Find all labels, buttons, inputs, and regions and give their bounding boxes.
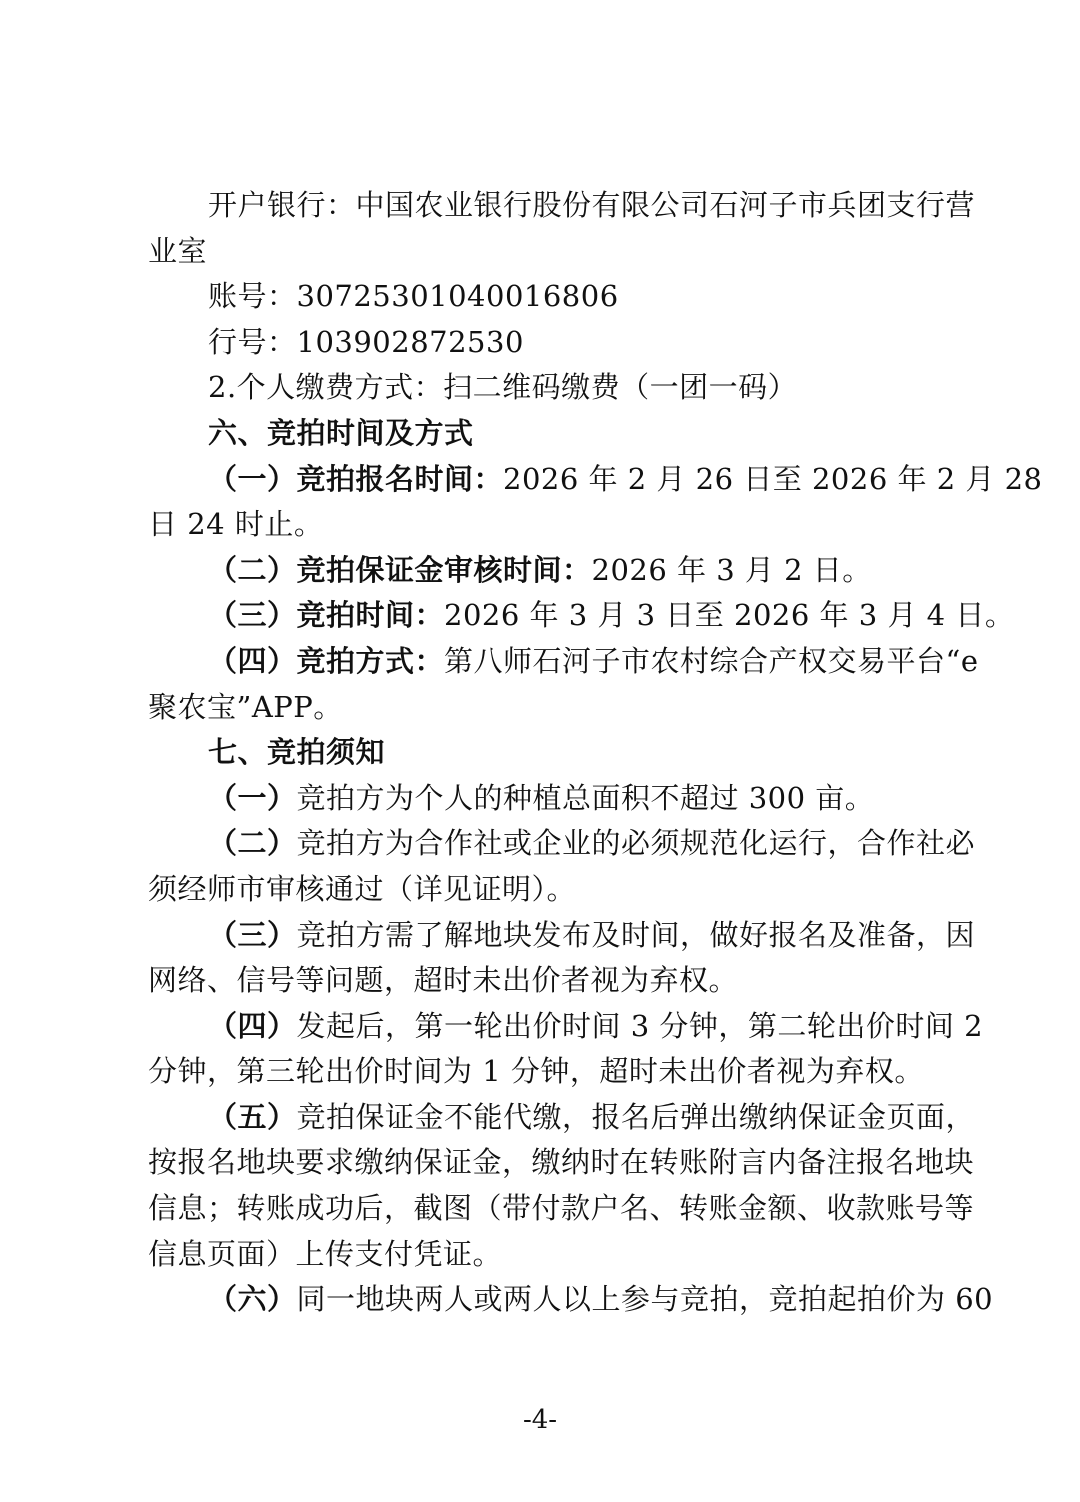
item-text: 第八师石河子市农村综合产权交易平台“e <box>444 643 979 678</box>
item-label: （四） <box>208 1008 297 1043</box>
item-text: 2026 年 3 月 3 日至 2026 年 3 月 4 日。 <box>444 598 1015 633</box>
item-text: 同一地块两人或两人以上参与竞拍，竞拍起拍价为 60 <box>296 1282 994 1317</box>
item-label: （一）竞拍报名时间： <box>208 461 504 496</box>
section-heading-7: 七、竞拍须知 <box>208 735 386 770</box>
bank-name-line-cont: 业室 <box>148 233 208 268</box>
item-text: 竞拍保证金不能代缴，报名后弹出缴纳保证金页面， <box>296 1099 976 1134</box>
item-text: 2026 年 2 月 26 日至 2026 年 2 月 28 <box>503 461 1043 496</box>
item-label: （五） <box>208 1099 297 1134</box>
section7-item5-cont: 信息；转账成功后，截图（带付款户名、转账金额、收款账号等 <box>148 1191 975 1226</box>
section7-item2-cont: 须经师市审核通过（详见证明）。 <box>148 871 577 906</box>
section7-item3 <box>148 913 976 959</box>
page-number: -4- <box>522 1405 558 1435</box>
section7-item5-cont: 按报名地块要求缴纳保证金，缴纳时在转账附言内备注报名地块 <box>148 1145 975 1180</box>
section6-item3 <box>148 593 1015 639</box>
section7-item4 <box>148 1004 984 1050</box>
section6-item4-cont: 聚农宝”APP。 <box>148 689 343 724</box>
section7-item4-cont: 分钟，第三轮出价时间为 1 分钟，超时未出价者视为弃权。 <box>148 1054 924 1089</box>
item-label: （三） <box>208 917 297 952</box>
section7-item1 <box>148 776 956 822</box>
item-text: 2026 年 3 月 2 日。 <box>591 552 872 587</box>
section6-item4 <box>148 639 979 685</box>
personal-payment-method: 2.个人缴费方式：扫二维码缴费（一团一码） <box>208 370 798 405</box>
section6-item1-cont: 日 24 时止。 <box>148 507 324 542</box>
account-number: 账号：30725301040016806 <box>208 279 619 314</box>
section6-item2 <box>148 548 956 594</box>
item-label: （二） <box>208 826 297 861</box>
section7-item3-cont: 网络、信号等问题，超时未出价者视为弃权。 <box>148 963 739 998</box>
section7-item6 <box>148 1277 994 1323</box>
item-text: 竞拍方为合作社或企业的必须规范化运行，合作社必 <box>296 826 976 861</box>
item-label: （二）竞拍保证金审核时间： <box>208 552 592 587</box>
item-text: 竞拍方需了解地块发布及时间，做好报名及准备，因 <box>296 917 976 952</box>
item-label: （三）竞拍时间： <box>208 598 445 633</box>
section7-item5 <box>148 1095 976 1141</box>
item-label: （六） <box>208 1282 297 1317</box>
item-text: 竞拍方为个人的种植总面积不超过 300 亩。 <box>296 780 875 815</box>
section6-item1 <box>148 457 1043 503</box>
item-label: （四）竞拍方式： <box>208 643 445 678</box>
section-heading-6: 六、竞拍时间及方式 <box>208 415 474 450</box>
item-text: 发起后，第一轮出价时间 3 分钟，第二轮出价时间 2 <box>296 1008 984 1043</box>
section7-item2 <box>148 821 976 867</box>
item-label: （一） <box>208 780 297 815</box>
section7-item5-cont: 信息页面）上传支付凭证。 <box>148 1236 503 1271</box>
bank-name-line: 开户银行：中国农业银行股份有限公司石河子市兵团支行营 <box>208 188 976 222</box>
document-body <box>148 183 1043 1323</box>
bank-code: 行号：103902872530 <box>208 324 524 359</box>
